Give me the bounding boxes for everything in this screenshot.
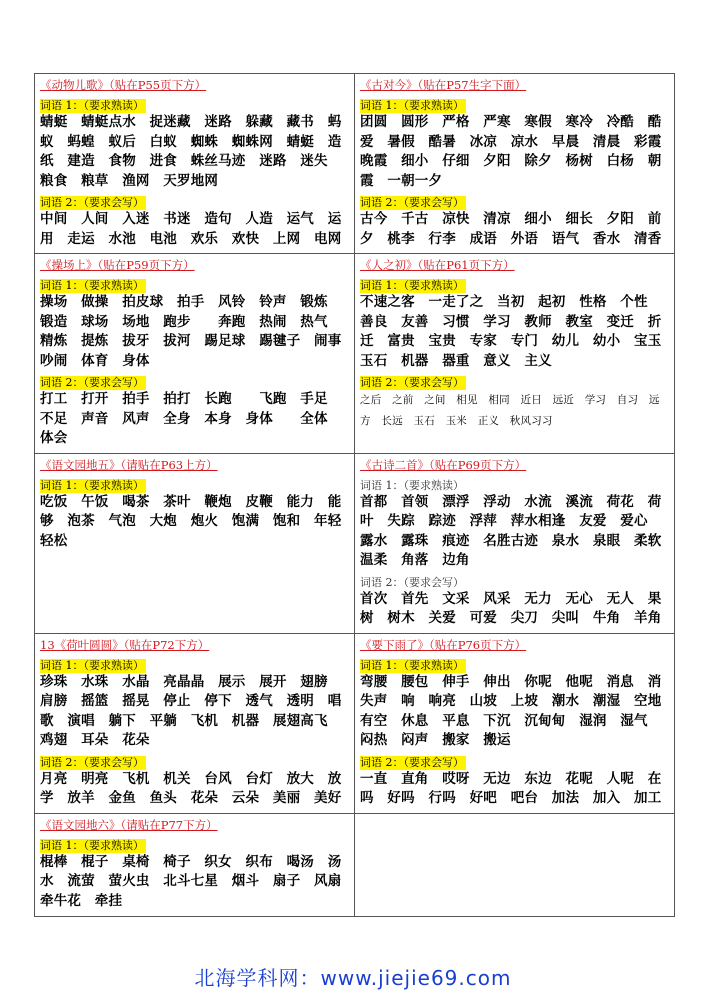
write-heading: 词语 2：（要求会写） — [360, 376, 464, 389]
read-heading: 词语 1：（要求熟读） — [40, 99, 144, 112]
cell-title: 13《荷叶圆圆》（贴在P72下方） — [40, 637, 210, 652]
read-heading: 词语 1：（要求熟读） — [40, 838, 144, 852]
footer-watermark: 北海学科网：www.jiejie69.com — [194, 966, 512, 990]
write-words: 首次 首先 文采 风采 无力 无心 无人 果树 树木 关爱 可爱 尖刀 尖叫 牛角 羊角 — [360, 590, 662, 626]
cell-animal-song — [35, 74, 355, 254]
cell-playground — [35, 254, 355, 454]
cell-title: 《语文园地六》（请贴在P77下方） — [40, 817, 218, 832]
cell-empty — [355, 813, 675, 916]
cell-title: 《动物儿歌》（贴在P55页下方） — [40, 78, 207, 92]
read-heading: 词语 1：（要求熟读） — [360, 279, 464, 292]
cell-ren-zhi-chu — [355, 254, 675, 454]
write-words: 一直 直角 哎呀 无边 东边 花呢 人呢 在吗 好吗 行吗 好吧 吧台 加法 加入 加工 — [360, 770, 662, 806]
vocabulary-table — [34, 73, 675, 917]
read-heading: 词语 1：（要求熟读） — [40, 279, 144, 292]
write-words: 之后 之前 之间 相见 相同 近日 远近 学习 自习 远方 长远 玉石 玉米 正义 秋风习习 — [360, 394, 660, 427]
read-words: 吃饭 午饭 喝茶 茶叶 鞭炮 皮鞭 能力 能够 泡茶 气泡 大炮 炮火 饱满 饱和 年轻 轻松 — [40, 493, 356, 549]
write-words: 古今 千古 凉快 清凉 细小 细长 夕阳 前夕 桃李 行李 成语 外语 语气 香水 清香 — [360, 211, 662, 247]
cell-two-poems — [355, 453, 675, 633]
cell-going-to-rain — [355, 633, 675, 813]
write-heading: 词语 2：（要求会写） — [360, 196, 464, 209]
read-words: 弯腰 腰包 伸手 伸出 你呢 他呢 消息 消失声 响 响亮 山坡 上坡 潮水 潮湿 空地 有空 休息 平息 下沉 沉甸甸 湿润 湿气 闷热 闷声 搬家 搬运 — [360, 673, 676, 748]
write-heading: 词语 2：（要求会写） — [360, 755, 464, 769]
write-heading: 词语 2：（要求会写） — [40, 196, 144, 209]
cell-title: 《语文园地五》（请贴在P63上方） — [40, 457, 218, 472]
read-heading: 词语 1：（要求熟读） — [360, 478, 464, 492]
read-heading: 词语 1：（要求熟读） — [40, 478, 144, 492]
read-words: 蜻蜓 蜻蜓点水 捉迷藏 迷路 躲藏 藏书 蚂蚁 蚂蝗 蚁后 白蚁 蜘蛛 蜘蛛网 蜻蜓 造纸 建造 食物 进食 蛛丝马迹 迷路 迷失 粮食 粮草 渔网 天罗地网 — [40, 114, 342, 189]
read-words: 棍棒 棍子 桌椅 椅子 织女 织布 喝汤 汤水 流萤 萤火虫 北斗七星 烟斗 扇子 风扇 牵牛花 牵挂 — [40, 853, 356, 909]
read-words: 不速之客 一走了之 当初 起初 性格 个性 善良 友善 习惯 学习 教师 教室 变迁 折迁 富贵 宝贵 专家 专门 幼儿 幼小 宝玉 玉石 机器 器重 意义 主义 — [360, 294, 676, 369]
cell-title: 《人之初》（贴在P61页下方） — [360, 258, 515, 272]
write-heading: 词语 2：（要求会写） — [40, 755, 144, 769]
read-words: 团圆 圆形 严格 严寒 寒假 寒冷 冷酷 酷爱 暑假 酷暑 冰凉 凉水 早晨 清晨 彩霞 晚霞 细小 仔细 夕阳 除夕 杨树 白杨 朝霞 一朝一夕 — [360, 114, 676, 189]
read-heading: 词语 1：（要求熟读） — [360, 658, 464, 672]
write-heading: 词语 2：（要求会写） — [40, 376, 144, 389]
cell-title: 《要下雨了》（贴在P76页下方） — [360, 637, 527, 652]
cell-title: 《古对今》（贴在P57生字下面） — [360, 78, 527, 92]
cell-garden-six — [35, 813, 355, 916]
write-words: 中间 人间 入迷 书迷 造句 人造 运气 运用 走运 水池 电池 欢乐 欢快 上网 电网 — [40, 211, 342, 247]
cell-gu-dui-jin — [355, 74, 675, 254]
write-words: 打工 打开 拍手 拍打 长跑 飞跑 手足 不足 声音 风声 全身 本身 身体 全体 体会 — [40, 391, 342, 446]
cell-garden-five — [35, 453, 355, 633]
cell-title: 《操场上》（贴在P59页下方） — [40, 258, 195, 272]
cell-title: 《古诗二首》（贴在P69页下方） — [360, 457, 527, 472]
read-heading: 词语 1：（要求熟读） — [40, 658, 144, 672]
cell-lotus-leaf — [35, 633, 355, 813]
read-words: 操场 做操 拍皮球 拍手 风铃 铃声 锻炼 锻造 球场 场地 跑步 奔跑 热闹 热气 精炼 提炼 拔牙 拔河 踢足球 踢毽子 闹事 吵闹 体育 身体 — [40, 294, 356, 369]
read-words: 珍珠 水珠 水晶 亮晶晶 展示 展开 翅膀 肩膀 摇篮 摇晃 停止 停下 透气 透明 唱歌 演唱 躺下 平躺 飞机 机器 展翅高飞 鸡翅 耳朵 花朵 — [40, 673, 342, 748]
read-words: 首都 首领 漂浮 浮动 水流 溪流 荷花 荷叶 失踪 踪迹 浮萍 萍水相逢 友爱 爱心 露水 露珠 痕迹 名胜古迹 泉水 泉眼 柔软 温柔 角落 边角 — [360, 493, 676, 568]
write-words: 月亮 明亮 飞机 机关 台风 台灯 放大 放学 放羊 金鱼 鱼头 花朵 云朵 美丽 美好 — [40, 770, 342, 806]
write-heading: 词语 2：（要求会写） — [360, 575, 464, 589]
read-heading: 词语 1：（要求熟读） — [360, 99, 464, 112]
